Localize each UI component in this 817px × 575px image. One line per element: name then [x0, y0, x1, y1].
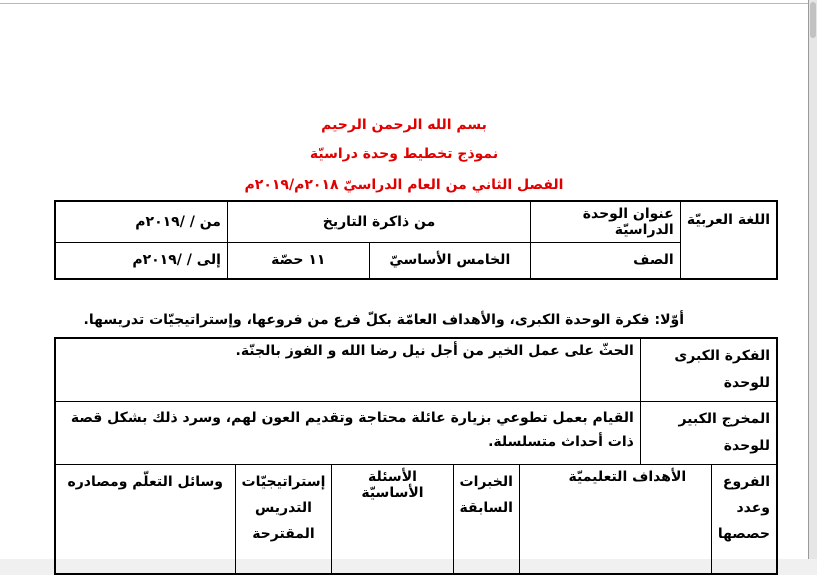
grade-label-cell: الصف: [531, 243, 681, 279]
big-idea-label-cell: الفكرة الكبرى للوحدة: [640, 338, 777, 402]
outcome-value-cell: القيام بعمل تطوعي بزيارة عائلة محتاجة وتقديم العون لهم، وسرد ذلك بشكل قصة ذات أحداث متسلسلة.: [55, 402, 640, 465]
unit-info-table: [54, 200, 778, 280]
scrollbar-thumb[interactable]: [810, 2, 816, 38]
column-header-prior-experience: الخبرات السابقة: [453, 465, 519, 574]
grade-value-cell: الخامس الأساسيّ: [369, 243, 531, 279]
unit-plan-table: [54, 337, 778, 575]
column-header-learning-resources: وسائل التعلّم ومصادره: [55, 465, 235, 574]
semester-heading: الفصل الثاني من العام الدراسيّ ٢٠١٨م/٢٠١٩م: [244, 177, 564, 193]
form-title-heading: نموذج تخطيط وحدة دراسيّة: [309, 146, 499, 162]
column-header-branches: الفروع وعدد حصصها: [711, 465, 777, 574]
outcome-label-cell: المخرج الكبير للوحدة: [640, 402, 777, 465]
vertical-scrollbar[interactable]: [809, 0, 817, 559]
date-to-cell: إلى / /٢٠١٩م: [55, 243, 227, 279]
column-header-teaching-strategies: إستراتيجيّات التدريس المقترحة: [235, 465, 332, 574]
section-one-title: أوّلا: فكرة الوحدة الكبرى، والأهداف العامّة بكلّ فرع من فروعها، وإستراتيجيّات تدريسها.: [83, 312, 684, 328]
date-from-cell: من / /٢٠١٩م: [55, 201, 227, 243]
unit-title-value-cell: من ذاكرة التاريخ: [227, 201, 530, 243]
unit-title-label-cell: عنوان الوحدة الدراسيّة: [531, 201, 681, 243]
subject-cell: اللغة العربيّة: [680, 201, 777, 279]
column-header-essential-questions: الأسئلة الأساسيّة: [332, 465, 453, 574]
column-header-objectives: الأهداف التعليميّة: [519, 465, 711, 574]
sessions-cell: ١١ حصّة: [227, 243, 369, 279]
big-idea-value-cell: الحثّ على عمل الخير من أجل نيل رضا الله و الفوز بالجنّة.: [55, 338, 640, 402]
page-top-edge: [0, 3, 808, 4]
basmala-heading: بسم الله الرحمن الرحيم: [321, 117, 487, 133]
